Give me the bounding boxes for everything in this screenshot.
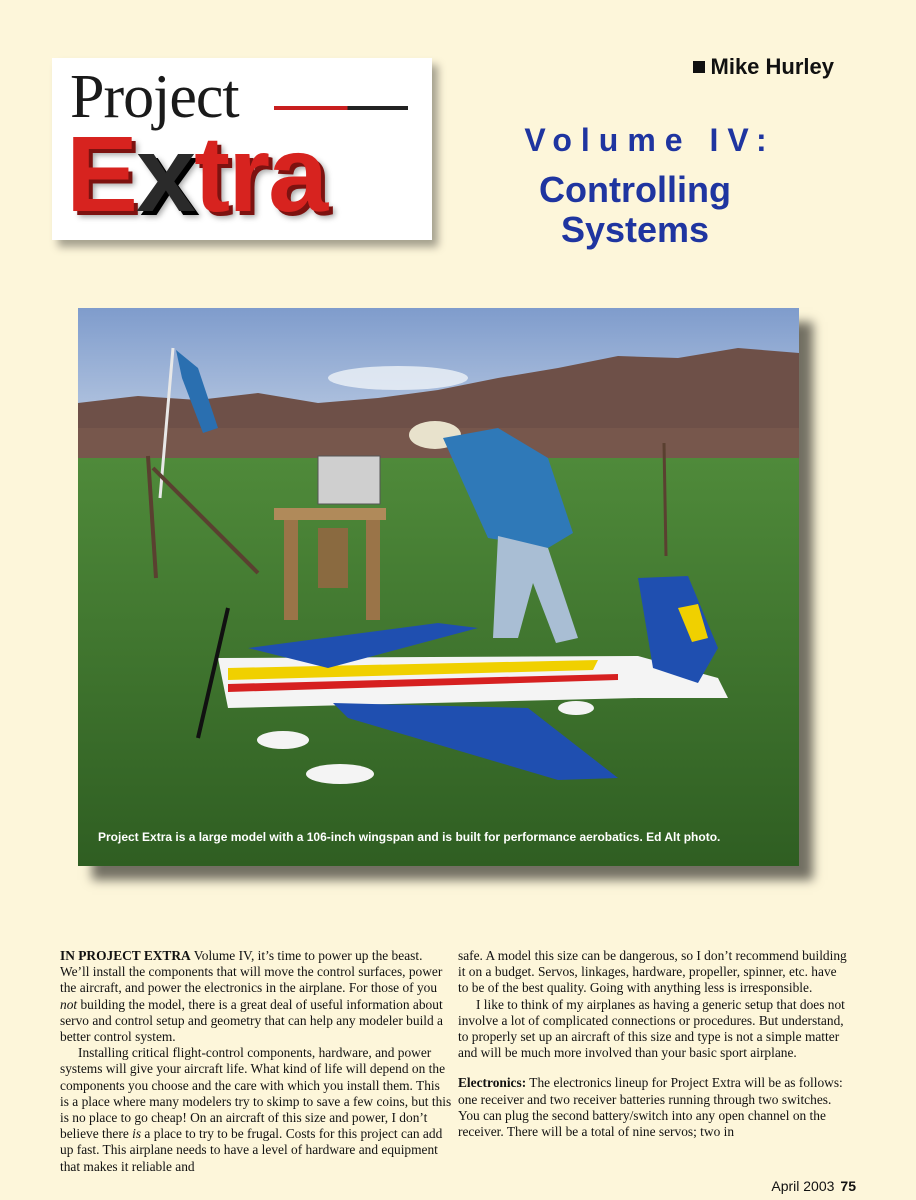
photo-caption: Project Extra is a large model with a 106-inch wingspan and is built for performance aerobatics. Ed Alt photo.: [98, 830, 721, 844]
lead-in: IN PROJECT EXTRA: [60, 948, 191, 963]
logo-extra-text: Extra: [66, 113, 327, 234]
paragraph-3: safe. A model this size can be dangerous, so I don’t recommend building it on a budget. Servos, linkages, hardware, propeller, spinner, etc. have to be of the best quality. Going with anything less is irresponsible.: [458, 948, 847, 996]
project-extra-logo: [52, 58, 432, 240]
issue-date: April 2003: [771, 1178, 835, 1194]
body-column-left: [60, 948, 452, 1175]
paragraph-4: I like to think of my airplanes as having a generic setup that does not involve a lot of complicated connections or procedures. But understand, to properly set up an aircraft of this size and type is not a simple matter and will be much more involved than your basic sport airplane.: [458, 996, 845, 1061]
author-byline: [693, 54, 835, 80]
paragraph-5: Electronics: The electronics lineup for Project Extra will be as follows: one receiver and two receiver batteries running through two switches. You can plug the second battery/switch into any open channel on the receiver. There will be a total of nine servos; two in: [458, 1075, 843, 1140]
paragraph-2: Installing critical flight-control components, hardware, and power systems will give your aircraft life. What kind of life will depend on the components you choose and the care with which you install them. This is a place where many modelers try to skimp to save a few coins, but this is no place to go cheap! On an aircraft of this size and power, I don’t believe there is a place to try to be frugal. Costs for this project can add up fast. This airplane needs to have a level of hardware and equipment that makes it reliable and: [60, 1045, 452, 1174]
logo-project-text: Project: [70, 63, 239, 131]
author-name: Mike Hurley: [710, 54, 834, 79]
logo-rule: [274, 106, 408, 110]
section-lead-electronics: Electronics:: [458, 1075, 527, 1091]
page-footer: [771, 1178, 856, 1194]
article-subtitle: Controlling Systems: [539, 169, 731, 250]
photo-illustration: [78, 308, 799, 866]
article-photo: [78, 308, 799, 866]
page-number: 75: [840, 1178, 856, 1194]
bullet-square-icon: [693, 61, 705, 73]
paragraph-1: IN PROJECT EXTRA Volume IV, it’s time to power up the beast. We’ll install the components that will move the control surfaces, power the aircraft, and power the electronics in the airplane. For those of you not building the model, there is a great deal of useful information about servo and control setup and geometry that can help any modeler build a better control system.: [60, 948, 443, 1045]
volume-heading: Volume IV:: [524, 122, 776, 158]
body-column-right: [458, 948, 848, 1140]
